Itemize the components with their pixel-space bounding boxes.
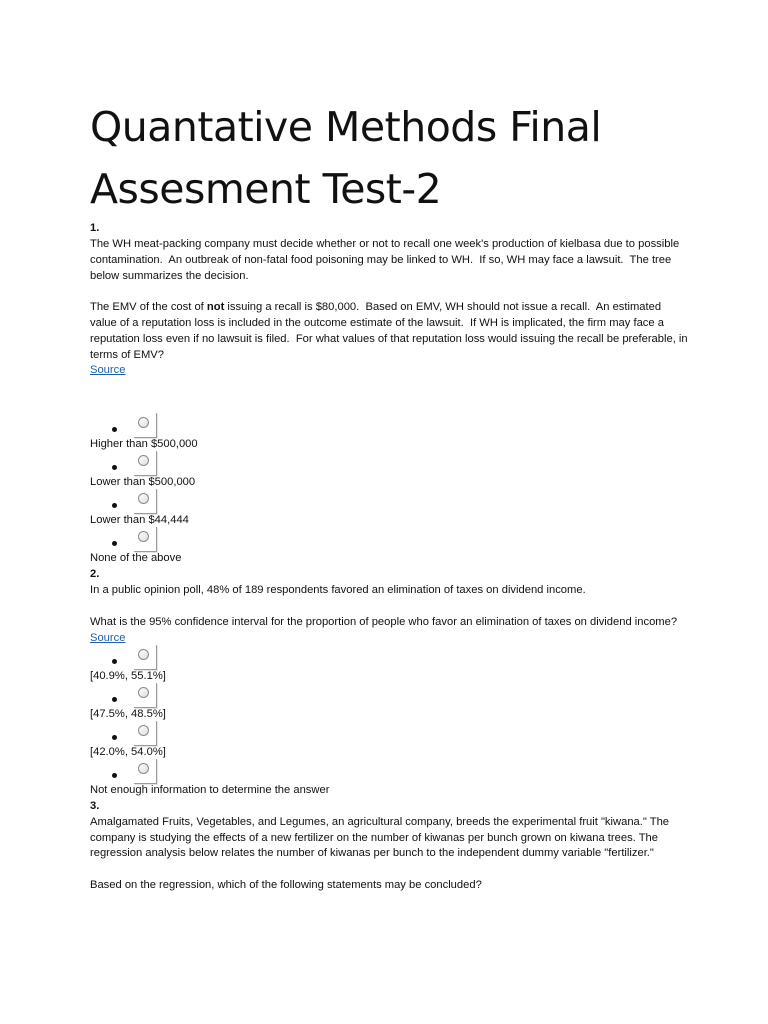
radio-button[interactable] [138, 493, 149, 504]
radio-button[interactable] [138, 455, 149, 466]
bullet-icon [112, 465, 117, 470]
question-text: The EMV of the cost of not issuing a recall is $80,000. Based on EMV, WH should not issue a recall. An estimated value of a reputation loss is included in the outcome estimate of the lawsuit. If WH is implicated, the firm may face a reputation loss even if no lawsuit is filed. For what values of that reputation loss would issuing the recall be preferable, in terms of EMV? [90, 301, 691, 361]
content [90, 221, 690, 894]
option-label: Lower than $500,000 [90, 476, 196, 489]
bullet-icon [112, 427, 117, 432]
question-3 [90, 799, 690, 894]
radio-button[interactable] [138, 531, 149, 542]
option-label: Higher than $500,000 [90, 438, 198, 451]
radio-button[interactable] [138, 649, 149, 660]
answer-option [90, 415, 690, 453]
question-number: 3. [90, 799, 100, 812]
answer-option [90, 453, 690, 491]
option-label: [47.5%, 48.5%] [90, 707, 166, 720]
answer-option [90, 647, 690, 685]
question-text: Amalgamated Fruits, Vegetables, and Legumes, an agricultural company, breeds the experimental fruit "kiwana." The company is studying the effects of a new fertilizer on the number of kiwanas per bunch grown on kiwana trees. The regression analysis below relates the number of kiwanas per bunch to the independent dummy variable "fertilizer." [90, 815, 673, 860]
bullet-icon [112, 735, 117, 740]
bullet-icon [112, 697, 117, 702]
bullet-icon [112, 773, 117, 778]
question-1 [90, 221, 690, 567]
bullet-icon [112, 659, 117, 664]
option-label: None of the above [90, 552, 182, 565]
question-2 [90, 567, 690, 798]
question-text: The WH meat-packing company must decide whether or not to recall one week's production of kielbasa due to possible contamination. An outbreak of non-fatal food poisoning may be linked to WH. If so, WH may face a lawsuit. The tree below summarizes the decision. [90, 238, 683, 282]
option-label: Lower than $44,444 [90, 514, 189, 527]
question-number: 2. [90, 568, 100, 581]
answer-option [90, 685, 690, 723]
answer-option [90, 761, 690, 799]
question-text: Based on the regression, which of the following statements may be concluded? [90, 878, 482, 891]
source-link[interactable]: Source [90, 364, 126, 377]
option-label: [40.9%, 55.1%] [90, 669, 166, 682]
answer-option [90, 491, 690, 529]
question-text: In a public opinion poll, 48% of 189 respondents favored an elimination of taxes on dividend income. [90, 584, 586, 597]
radio-button[interactable] [138, 417, 149, 428]
question-text: What is the 95% confidence interval for the proportion of people who favor an elimination of taxes on dividend income? [90, 615, 678, 628]
source-link[interactable]: Source [90, 631, 126, 644]
answer-option [90, 723, 690, 761]
answer-option [90, 529, 690, 567]
radio-button[interactable] [138, 763, 149, 774]
bullet-icon [112, 541, 117, 546]
option-label: Not enough information to determine the answer [90, 783, 330, 796]
radio-button[interactable] [138, 687, 149, 698]
question-number: 1. [90, 222, 100, 234]
page-title: Quantative Methods Final Assesment Test-2 [90, 103, 602, 213]
radio-button[interactable] [138, 725, 149, 736]
bullet-icon [112, 503, 117, 508]
option-label: [42.0%, 54.0%] [90, 745, 166, 758]
